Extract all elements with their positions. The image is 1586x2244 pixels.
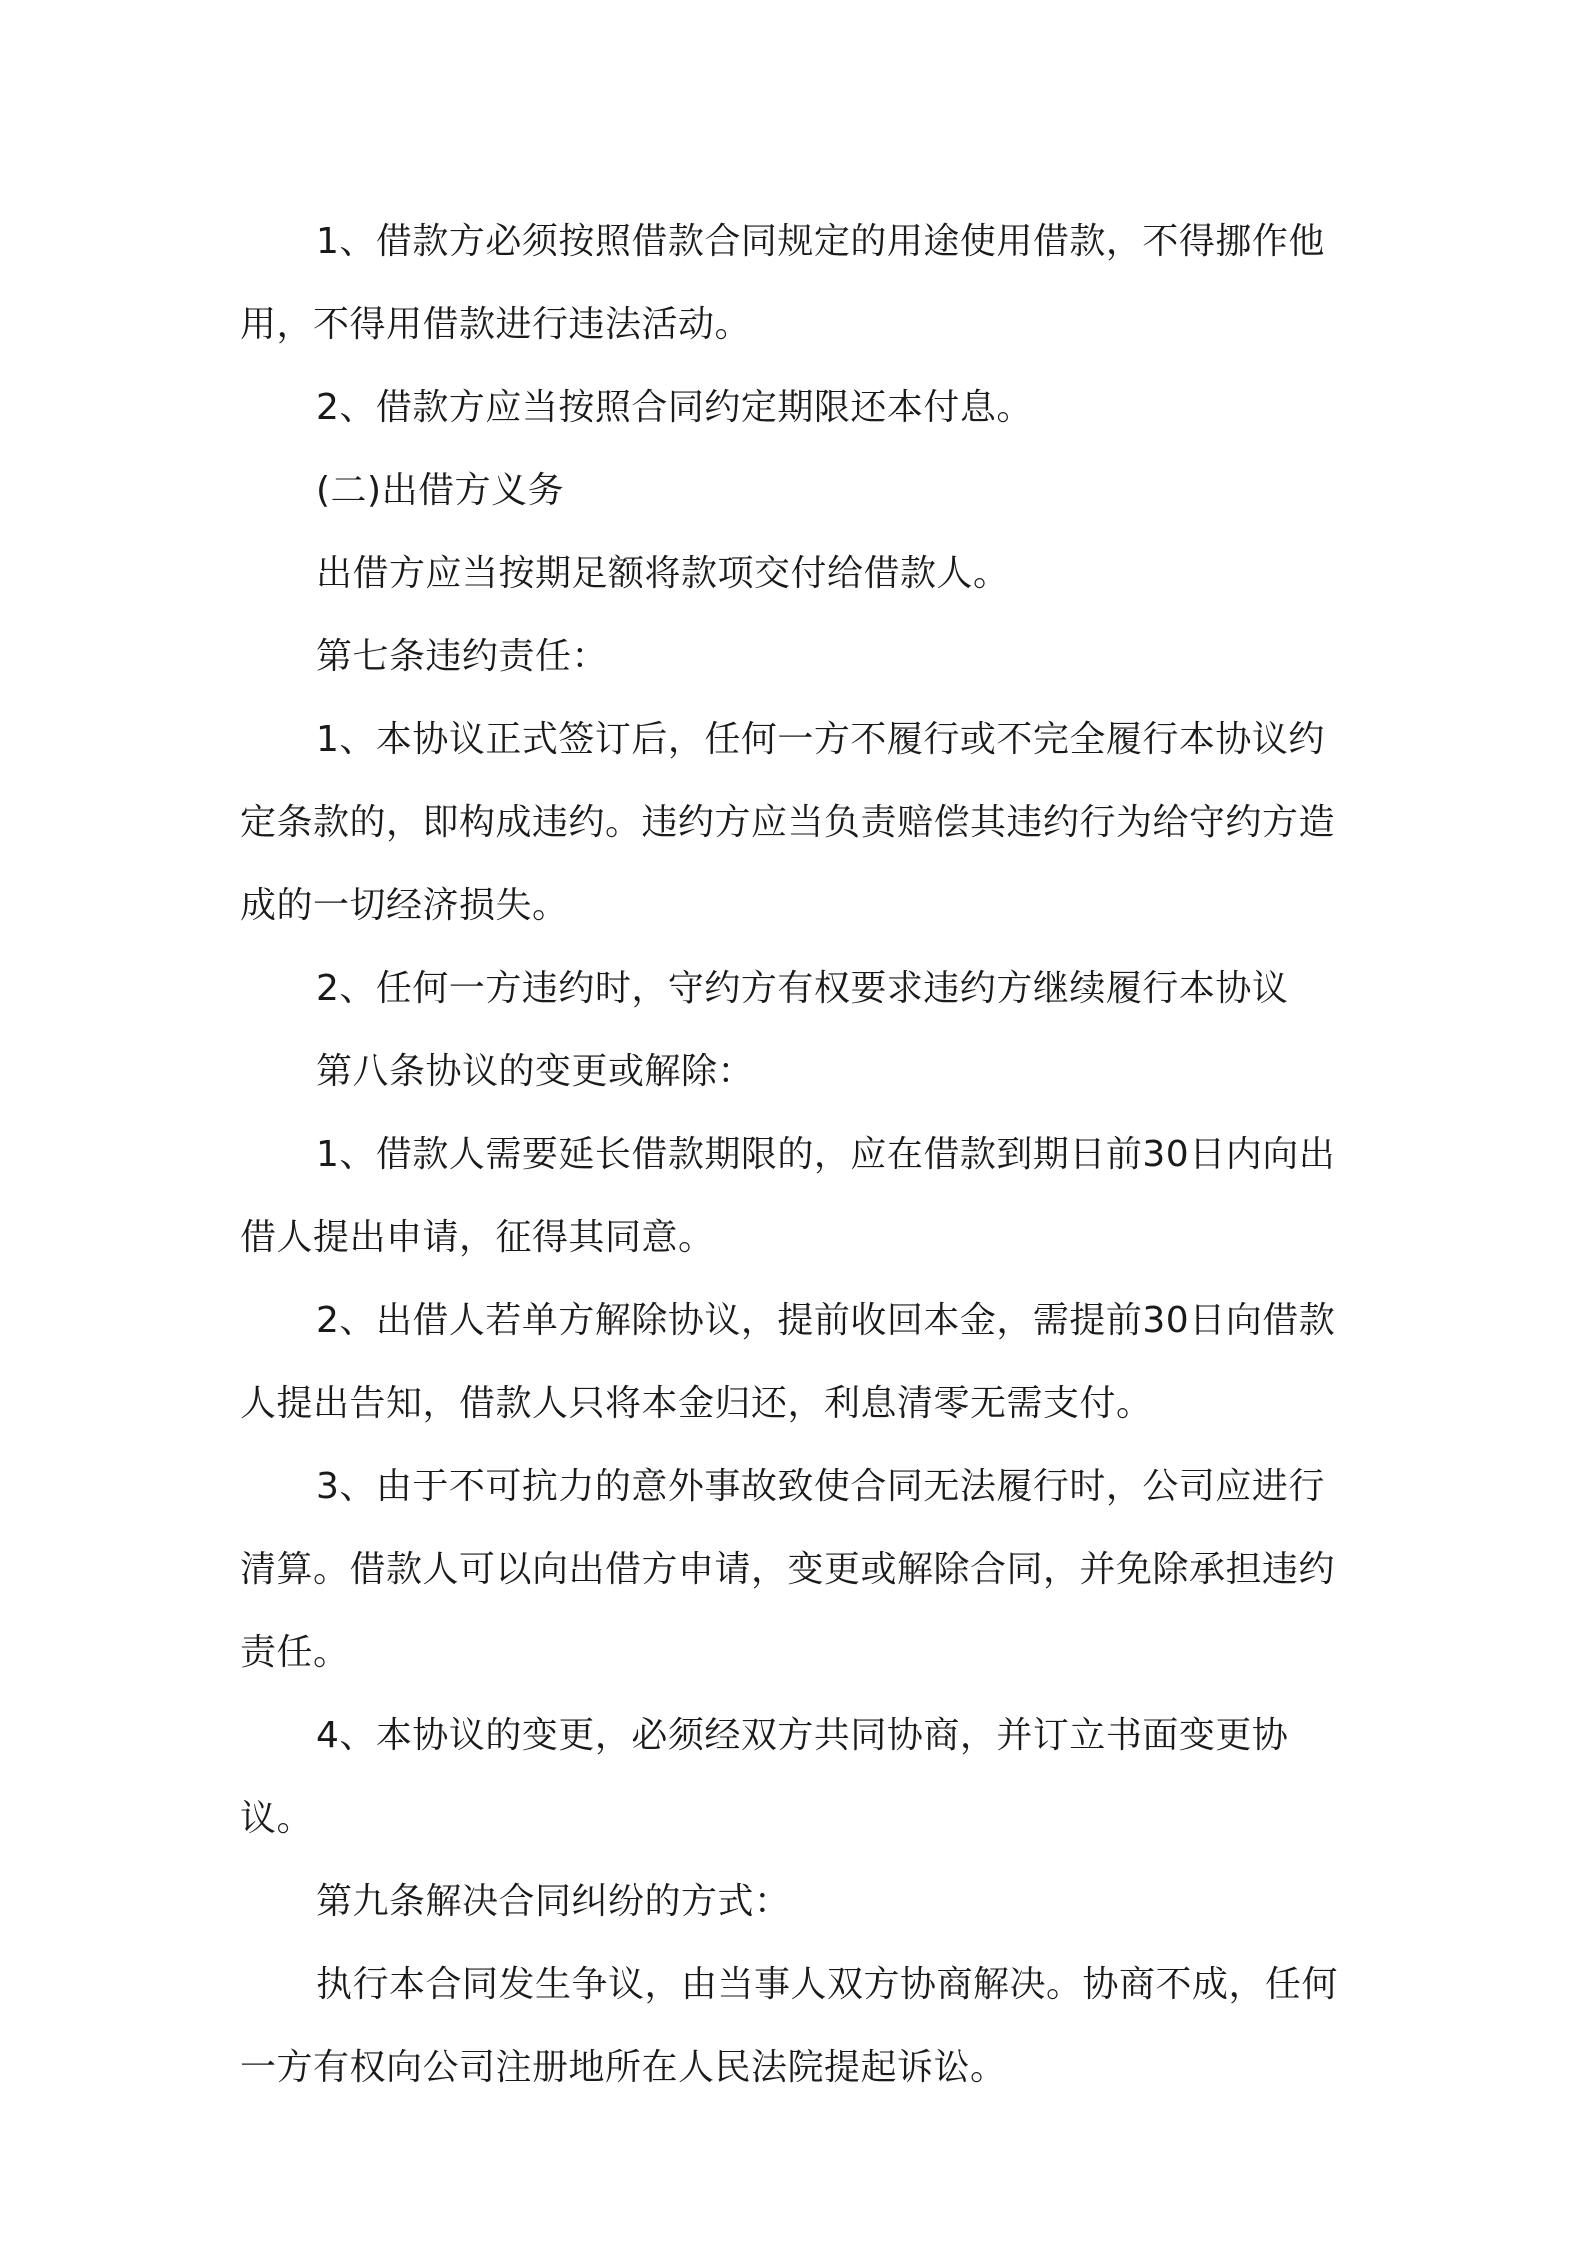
paragraph-change-2: 2、出借人若单方解除协议，提前收回本金，需提前30日向借款人提出告知，借款人只将本金归还，利息清零无需支付。 (240, 1300, 1336, 1424)
paragraph-breach-1: 1、本协议正式签订后，任何一方不履行或不完全履行本协议约定条款的，即构成违约。违约方应当负责赔偿其违约行为给守约方造成的一切经济损失。 (240, 719, 1336, 926)
paragraph-borrower-duty-2: 2、借款方应当按照合同约定期限还本付息。 (316, 387, 1033, 428)
paragraph-lender-duty: 出借方应当按期足额将款项交付给借款人。 (316, 553, 1010, 594)
heading-article-8: 第八条协议的变更或解除： (316, 1051, 755, 1092)
heading-article-7: 第七条违约责任： (316, 636, 609, 677)
paragraph-borrower-duty-1: 1、借款方必须按照借款合同规定的用途使用借款，不得挪作他用，不得用借款进行违法活动。 (240, 221, 1325, 345)
document-body (240, 200, 1360, 2109)
paragraph-change-3: 3、由于不可抗力的意外事故致使合同无法履行时，公司应进行清算。借款人可以向出借方申请，变更或解除合同，并免除承担违约责任。 (240, 1466, 1336, 1673)
heading-lender-duties: (二)出借方义务 (316, 470, 565, 511)
paragraph-change-4: 4、本协议的变更，必须经双方共同协商，并订立书面变更协议。 (240, 1715, 1289, 1839)
paragraph-change-1: 1、借款人需要延长借款期限的，应在借款到期日前30日内向出借人提出申请，征得其同意。 (240, 1134, 1336, 1258)
heading-article-9: 第九条解决合同纠纷的方式： (316, 1881, 791, 1922)
paragraph-breach-2: 2、任何一方违约时，守约方有权要求违约方继续履行本协议 (316, 968, 1289, 1009)
paragraph-dispute: 执行本合同发生争议，由当事人双方协商解决。协商不成，任何一方有权向公司注册地所在人民法院提起诉讼。 (240, 1964, 1339, 2088)
